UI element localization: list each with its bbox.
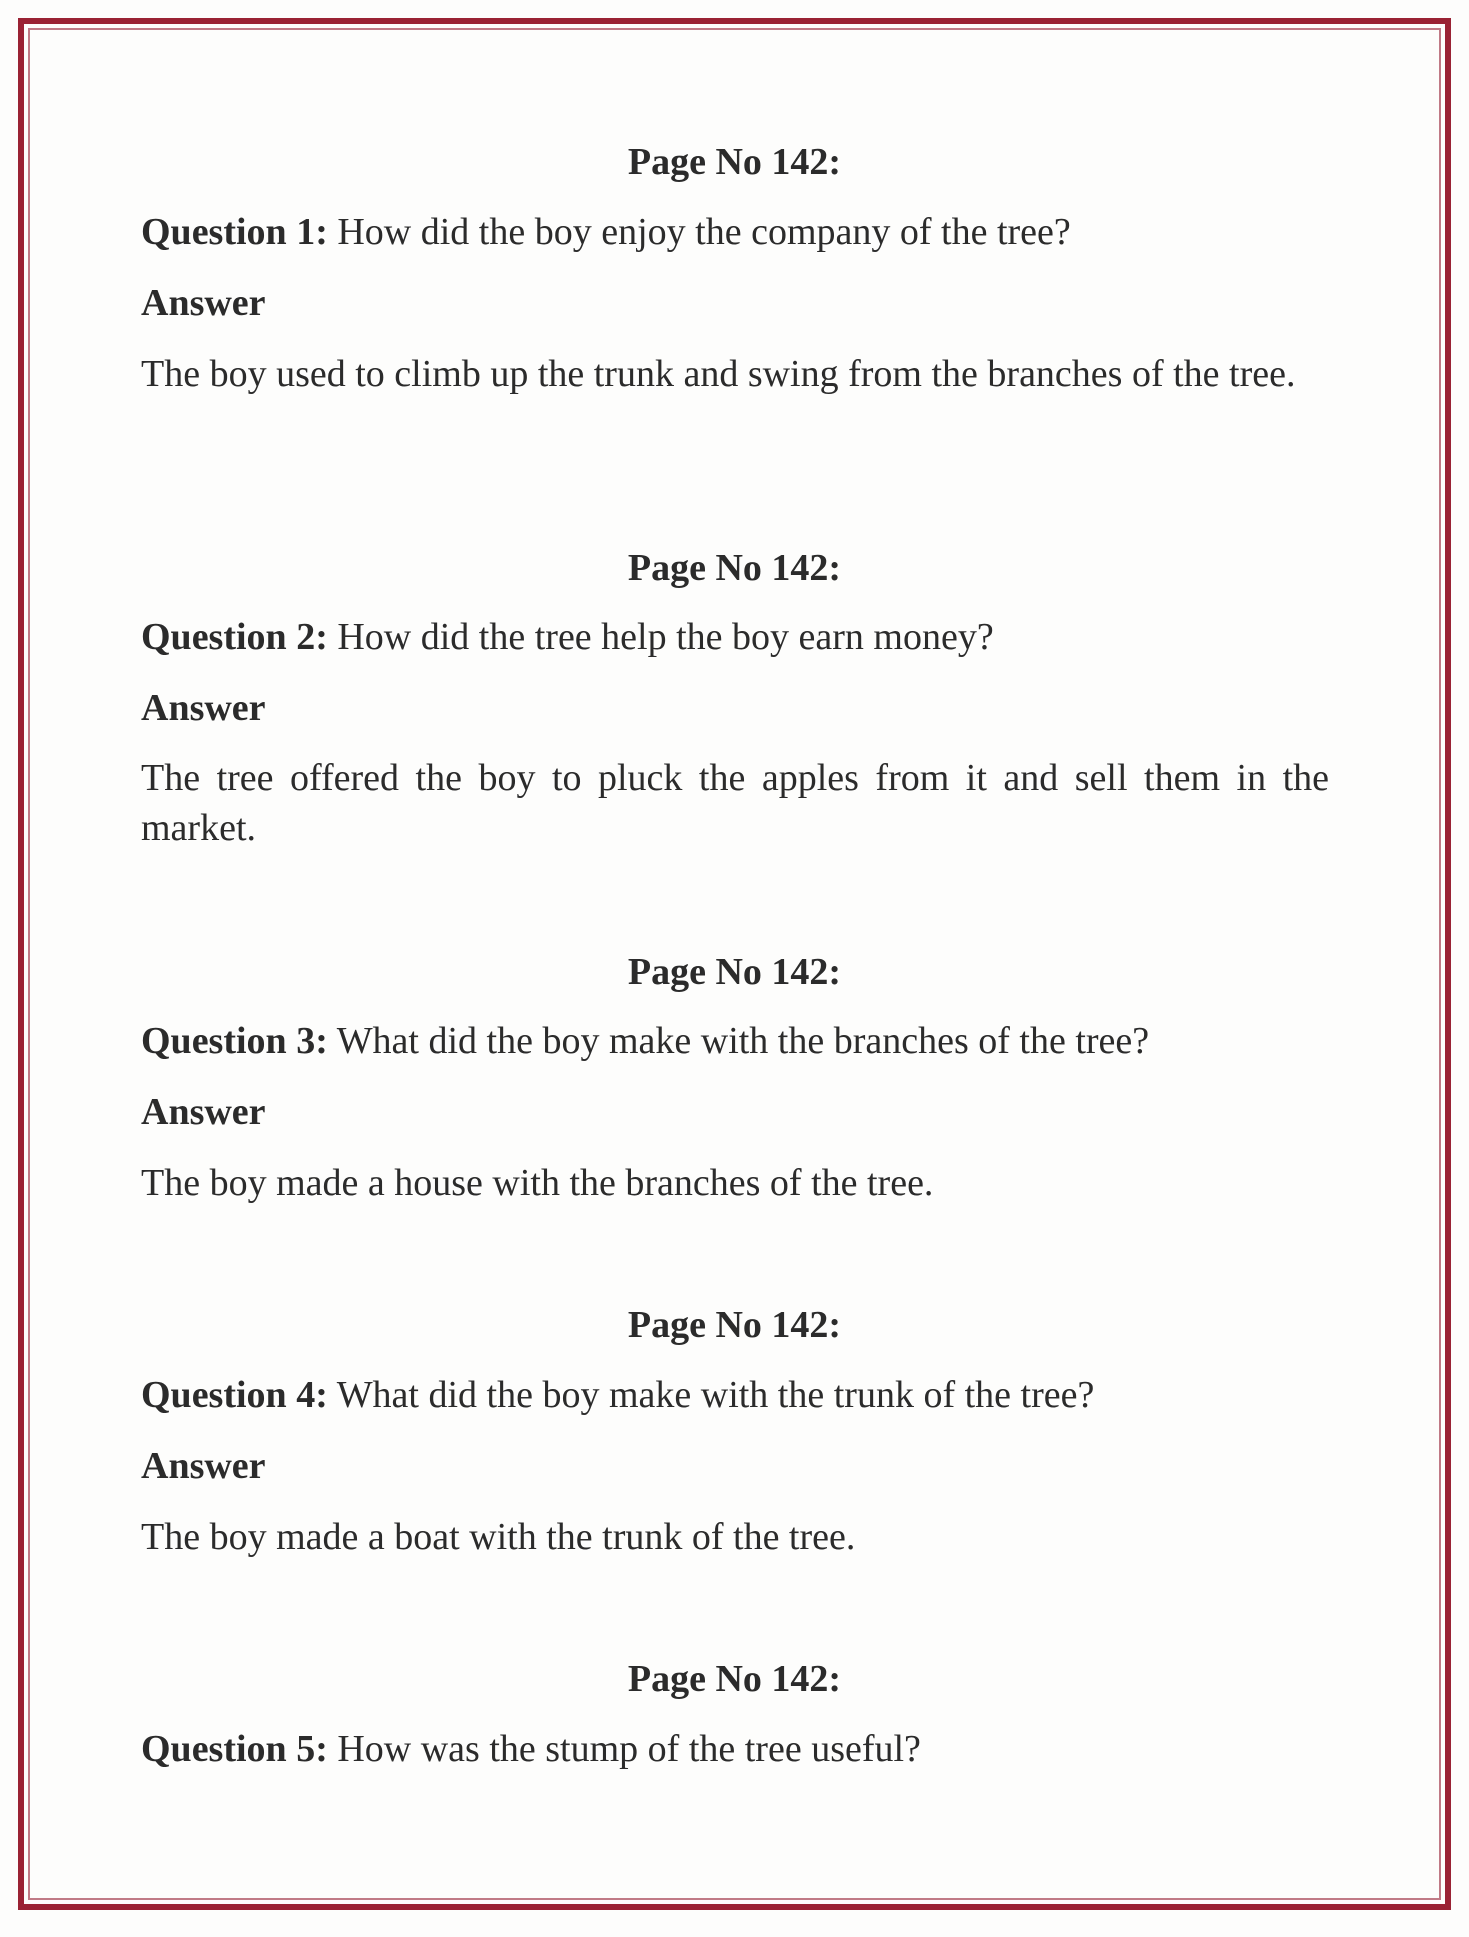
question-label: Question 1: bbox=[141, 211, 328, 253]
page-number-heading: Page No 142: bbox=[627, 1658, 842, 1700]
page-number-heading: Page No 142: bbox=[627, 141, 842, 183]
question-label: Question 4: bbox=[141, 1374, 328, 1416]
answer-text: The boy made a boat with the trunk of the tree. bbox=[141, 1516, 856, 1558]
question-2 bbox=[141, 618, 1329, 656]
answer-text: The tree offered the boy to pluck the apples from it and sell them in the market. bbox=[141, 757, 1329, 849]
answer-label: Answer bbox=[141, 1445, 266, 1487]
question-5 bbox=[141, 1730, 1329, 1768]
question-label: Question 5: bbox=[141, 1728, 328, 1770]
question-text: How did the tree help the boy earn money? bbox=[337, 616, 994, 658]
page-number-heading: Page No 142: bbox=[627, 951, 842, 993]
answer-text: The boy used to climb up the trunk and swing from the branches of the tree. bbox=[141, 353, 1296, 395]
question-4 bbox=[141, 1376, 1329, 1414]
question-text: How was the stump of the tree useful? bbox=[337, 1728, 921, 1770]
question-text: What did the boy make with the trunk of the tree? bbox=[336, 1374, 1095, 1416]
answer-label: Answer bbox=[141, 282, 266, 324]
answer-label: Answer bbox=[141, 1091, 266, 1133]
question-1 bbox=[141, 213, 1329, 251]
question-label: Question 3: bbox=[141, 1020, 328, 1062]
question-text: What did the boy make with the branches of the tree? bbox=[336, 1020, 1150, 1062]
question-label: Question 2: bbox=[141, 616, 328, 658]
page-number-heading: Page No 142: bbox=[627, 1304, 842, 1346]
question-text: How did the boy enjoy the company of the tree? bbox=[337, 211, 1071, 253]
page-number-heading: Page No 142: bbox=[627, 547, 842, 589]
answer-label: Answer bbox=[141, 687, 266, 729]
question-3 bbox=[141, 1022, 1329, 1060]
answer-text: The boy made a house with the branches of the tree. bbox=[141, 1162, 934, 1204]
